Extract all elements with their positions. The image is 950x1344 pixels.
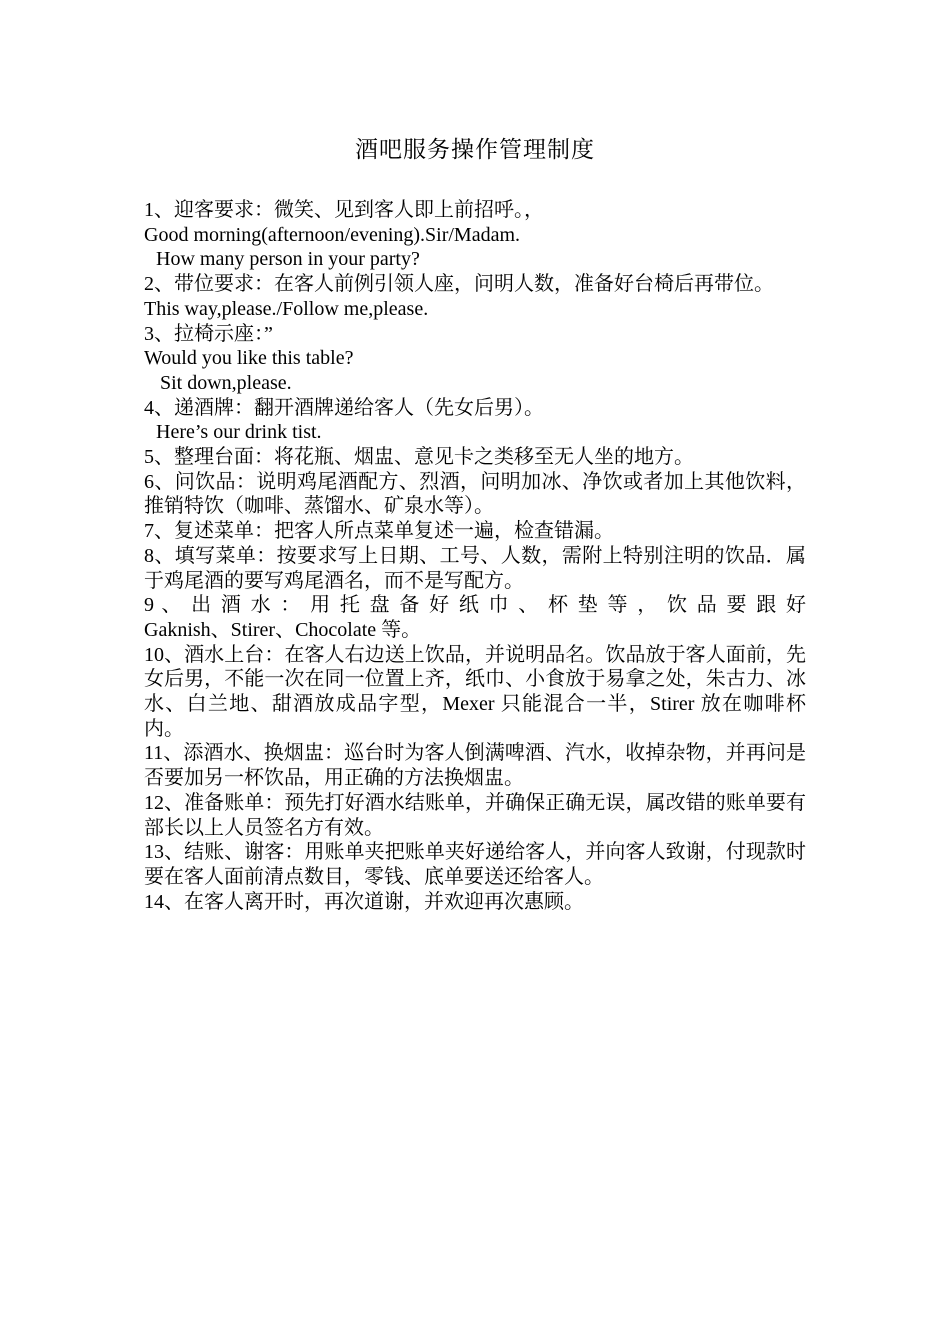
- page-title: 酒吧服务操作管理制度: [355, 137, 595, 162]
- document-line: 9 、 出 酒 水 ： 用 托 盘 备 好 纸 巾 、 杯 垫 等 ， 饮 品 要 跟 好: [144, 594, 806, 617]
- document-line: 3、拉椅示座：”: [144, 322, 273, 345]
- document-line: 7、复述菜单：把客人所点菜单复述一遍，检查错漏。: [144, 520, 614, 543]
- document-line: 14、在客人离开时，再次道谢，并欢迎再次惠顾。: [144, 890, 584, 913]
- document-line: 13、结账、谢客：用账单夹把账单夹好递给客人，并向客人致谢，付现款时要在客人面前清点数目，零钱、底单要送还给客人。: [144, 841, 806, 888]
- document-line: Good morning(afternoon/evening).Sir/Madam.: [144, 223, 521, 246]
- document-body: [144, 198, 806, 914]
- document-line: 6、问饮品：说明鸡尾酒配方、烈酒，问明加冰、净饮或者加上其他饮料，推销特饮（咖啡、蒸馏水、矿泉水等）。: [144, 470, 806, 518]
- document-line: Would you like this table?: [144, 347, 354, 370]
- document-line: How many person in your party?: [156, 248, 420, 271]
- document-line: 12、准备账单：预先打好酒水结账单，并确保正确无误，属改错的账单要有部长以上人员签名方有效。: [144, 791, 806, 839]
- document-line: 11、添酒水、换烟盅：巡台时为客人倒满啤酒、汽水，收掉杂物，并再问是否要加另一杯饮品，用正确的方法换烟盅。: [144, 742, 806, 790]
- document-line: Here’s our drink tist.: [156, 421, 322, 444]
- document-line: 5、整理台面：将花瓶、烟盅、意见卡之类移至无人坐的地方。: [144, 446, 694, 469]
- document-line: 1、迎客要求：微笑、见到客人即上前招呼。，: [144, 199, 544, 221]
- document-line: Gaknish、Stirer、Chocolate 等。: [144, 618, 422, 641]
- document-line: 2、带位要求：在客人前例引领人座，问明人数，准备好台椅后再带位。: [144, 273, 774, 296]
- document-line: Sit down,please.: [160, 371, 292, 394]
- document-line: 4、递酒牌：翻开酒牌递给客人（先女后男）。: [144, 396, 544, 419]
- document-line: 10、酒水上台：在客人右边送上饮品，并说明品名。饮品放于客人面前，先女后男，不能一次在同一位置上齐，纸巾、小食放于易拿之处，朱古力、冰水、白兰地、甜酒放成品字型，Mexer 只能混合一半，Stirer 放在咖啡杯内。: [144, 643, 806, 740]
- document-line: This way,please./Follow me,please.: [144, 297, 429, 320]
- document-line: 8、填写菜单：按要求写上日期、工号、人数，需附上特别注明的饮品．属于鸡尾酒的要写鸡尾酒名，而不是写配方。: [144, 544, 806, 592]
